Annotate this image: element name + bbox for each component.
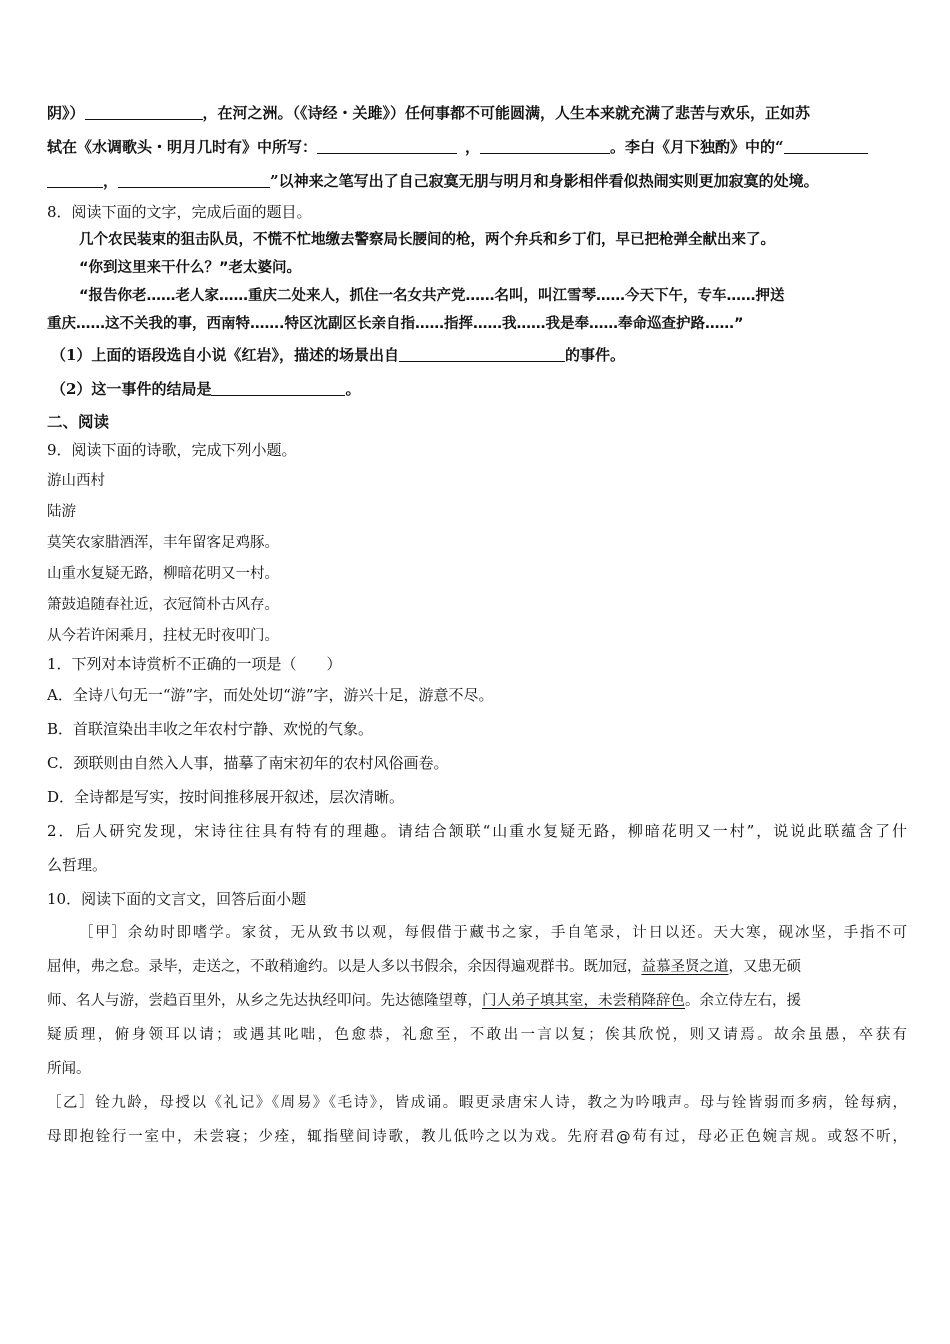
poem-title: 游山西村 [47,473,105,489]
document-page [47,96,907,1154]
q9-subquestion-2-cont: 么哲理。 [47,856,108,874]
q7-text: ， [103,172,119,190]
q7-text: 。李白《月下独酌》中的“ [610,138,784,156]
answer-blank[interactable] [211,377,345,396]
passage-jia-line: 所闻。 [47,1061,91,1077]
answer-blank[interactable] [480,135,610,154]
q8-paragraph-1: 几个农民装束的狙击队员，不慌不忙地缴去警察局长腰间的枪，两个弁兵和乡丁们，早已把枪弹全献出来了。 [79,232,775,248]
poem-author: 陆游 [47,504,76,520]
q7-line-3 [47,164,907,198]
passage-text: 屈伸，弗之怠。录毕，走送之，不敢稍逾约。以是人多以书假余，余因得遍观群书。既加冠， [47,959,642,975]
passage-text: ，又患无硕 [728,959,801,975]
q8-paragraph-2: “你到这里来干什么？”老太婆问。 [79,260,302,276]
passage-yi-line: 母即抱铨行一室中，未尝寝；少痊，辄指壁间诗歌，教儿低吟之以为戏。先府君@苟有过，母必正色婉言规。或怒不听， [47,1129,907,1145]
answer-blank[interactable] [85,101,203,120]
passage-jia-line [47,984,907,1018]
answer-blank[interactable] [317,135,457,154]
q9-option-c: C．颈联则由自然入人事，描摹了南宋初年的农村风俗画卷。 [47,754,449,772]
q9-subquestion-2: 2．后人研究发现，宋诗往往具有特有的理趣。请结合颔联“山重水复疑无路，柳暗花明又一村”，说说此联蕴含了什 [47,822,907,840]
q8-text: （1）上面的语段选自小说《红岩》，描述的场景出自 [51,346,399,364]
q9-option-b: B．首联渲染出丰收之年农村宁静、欢悦的气象。 [47,720,374,738]
passage-text: 师、名人与游，尝趋百里外，从乡之先达执经叩问。先达德隆望尊， [47,993,482,1009]
passage-jia-line: 疑质理，俯身领耳以请；或遇其叱咄，色愈恭，礼愈至，不敢出一言以复；俟其欣悦，则又请焉。故余虽愚，卒获有 [47,1027,907,1043]
q8-paragraph-3b: 重庆……这不关我的事，西南特…….特区沈副区长亲自指……指挥……我……我是奉……奉命巡查护路……” [47,316,744,332]
q8-paragraph-3a: “报告你老……老人家……重庆二处来人，抓住一名女共产党……名叫，叫江雪琴……今天下午，专车……押送 [79,288,785,304]
q8-text: （2）这一事件的结局是 [51,380,212,398]
q9-title: 9．阅读下面的诗歌，完成下列小题。 [47,441,297,459]
q7-text: ，在河之洲。（《诗经・关雎》）任何事都不可能圆满，人生本来就充满了悲苦与欢乐，正如苏 [202,104,811,122]
q8-subquestion-1 [47,338,907,372]
q8-subquestion-2 [47,372,907,406]
passage-yi-line: ［乙］铨九龄，母授以《礼记》《周易》《毛诗》，皆成诵。暇更录唐宋人诗，教之为吟哦声。母与铨皆弱而多病，铨每病， [47,1095,907,1111]
underlined-sentence: 益慕圣贤之道 [641,959,729,975]
passage-text: 。余立侍左右，援 [685,993,801,1009]
q9-option-d: D．全诗都是写实，按时间推移展开叙述，层次清晰。 [47,788,405,806]
q7-text: ”以神来之笔写出了自己寂寞无朋与明月和身影相伴看似热闹实则更加寂寞的处境。 [270,172,819,190]
q7-text: ， [465,138,481,156]
poem-line: 从今若许闲乘月，拄杖无时夜叩门。 [47,628,279,644]
passage-jia-line: ［甲］余幼时即嗜学。家贫，无从致书以观，每假借于藏书之家，手自笔录，计日以还。天大寒，砚冰坚，手指不可 [79,925,907,941]
answer-blank[interactable] [399,343,565,362]
q7-line-1 [47,96,907,130]
q7-line-2 [47,130,907,164]
q7-text: 阴》） [47,104,85,122]
q8-text: 。 [345,380,361,398]
q10-title: 10．阅读下面的文言文，回答后面小题 [47,890,307,908]
poem-line: 箫鼓追随春社近，衣冠简朴古风存。 [47,597,279,613]
q9-subquestion-1: 1．下列对本诗赏析不正确的一项是（ ） [47,655,342,673]
q8-title: 8．阅读下面的文字，完成后面的题目。 [47,203,312,221]
q7-text: 轼在《水调歌头・明月几时有》中所写： [47,138,318,156]
answer-blank[interactable] [118,169,270,188]
poem-line: 莫笑农家腊酒浑，丰年留客足鸡豚。 [47,535,279,551]
answer-blank[interactable] [784,135,868,154]
answer-blank[interactable] [47,169,103,188]
section-heading: 二、阅读 [47,412,110,431]
poem-line: 山重水复疑无路，柳暗花明又一村。 [47,566,279,582]
q9-option-a: A．全诗八句无一“游”字，而处处切“游”字，游兴十足，游意不尽。 [47,686,494,704]
passage-jia-line [47,950,907,984]
q8-text: 的事件。 [564,346,625,364]
underlined-sentence: 门人弟子填其室，未尝稍降辞色 [482,993,685,1009]
